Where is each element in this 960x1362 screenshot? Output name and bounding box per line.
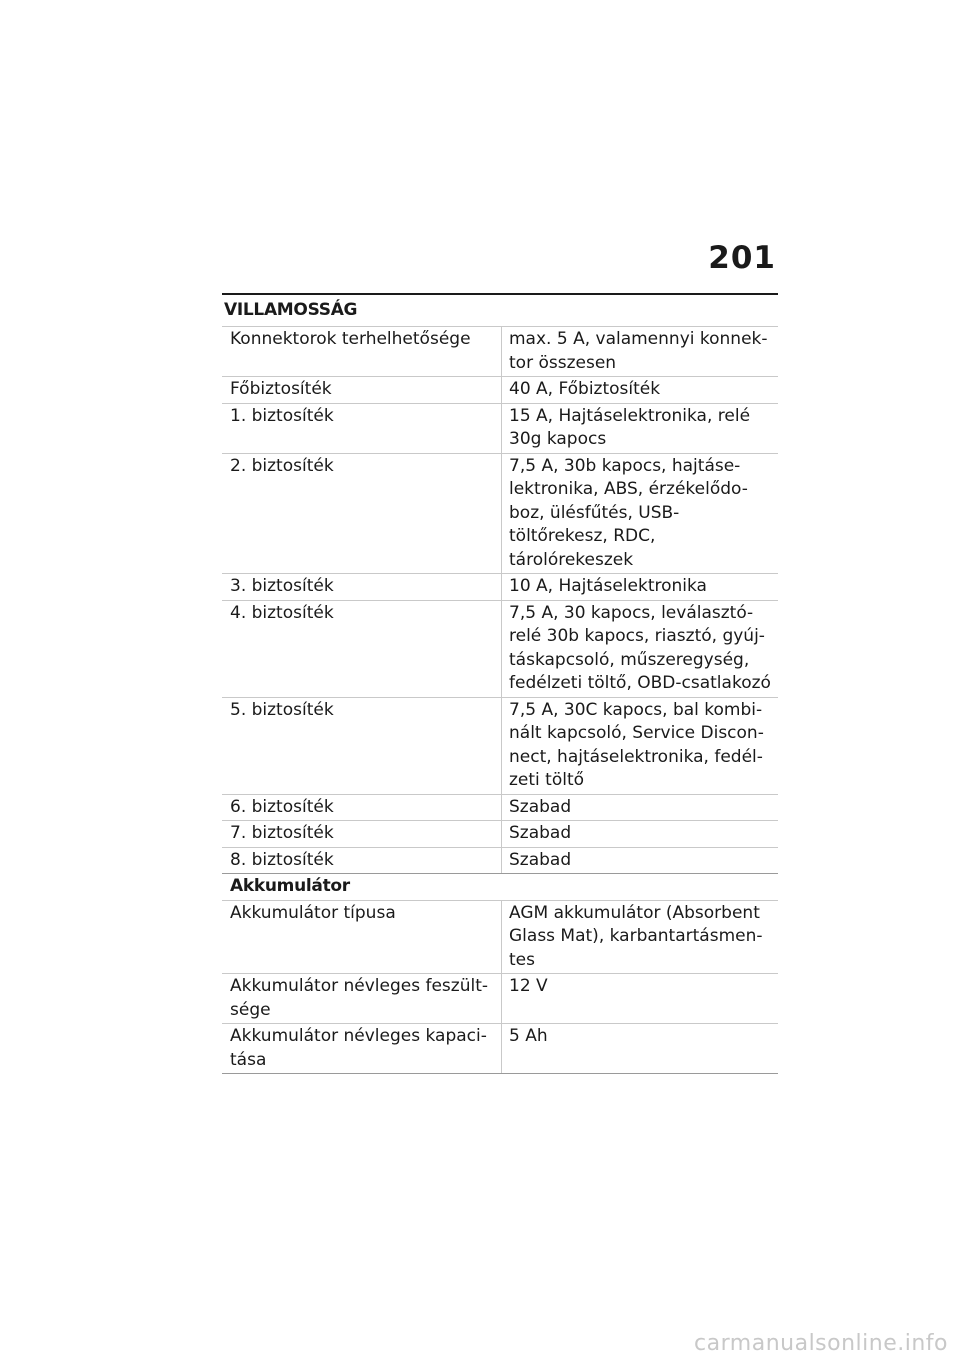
electrical-spec-table	[222, 326, 778, 874]
table-row	[222, 697, 778, 794]
table-row	[222, 1024, 778, 1074]
row-value: 7,5 A, 30 kapocs, leválasztó-relé 30b kapocs, riasztó, gyúj-táskapcsoló, műszeregység, fedélzeti töltő, OBD-csatlakozó	[502, 600, 779, 697]
watermark-text: carmanualsonline.info	[694, 1331, 948, 1356]
table-row	[222, 453, 778, 574]
row-value: 40 A, Főbiztosíték	[502, 377, 779, 404]
row-value: max. 5 A, valamennyi konnek-tor összesen	[502, 327, 779, 377]
row-value: 10 A, Hajtáselektronika	[502, 574, 779, 601]
row-label: Akkumulátor névleges feszült-sége	[222, 974, 502, 1024]
row-value: Szabad	[502, 821, 779, 848]
row-label: 2. biztosíték	[222, 453, 502, 574]
row-value: 5 Ah	[502, 1024, 779, 1074]
row-label: Konnektorok terhelhetősége	[222, 327, 502, 377]
table-row	[222, 377, 778, 404]
battery-subheading: Akkumulátor	[230, 876, 350, 896]
row-value: AGM akkumulátor (Absorbent Glass Mat), karbantartásmen-tes	[502, 900, 779, 974]
row-label: 4. biztosíték	[222, 600, 502, 697]
table-row	[222, 974, 778, 1024]
table-row	[222, 847, 778, 874]
row-label: Főbiztosíték	[222, 377, 502, 404]
table-row	[222, 600, 778, 697]
row-label: 7. biztosíték	[222, 821, 502, 848]
table-row	[222, 327, 778, 377]
row-label: 1. biztosíték	[222, 403, 502, 453]
row-value: Szabad	[502, 847, 779, 874]
row-label: 8. biztosíték	[222, 847, 502, 874]
row-label: 5. biztosíték	[222, 697, 502, 794]
table-row	[222, 900, 778, 974]
row-value: Szabad	[502, 794, 779, 821]
row-label: 3. biztosíték	[222, 574, 502, 601]
table-row	[222, 574, 778, 601]
row-value: 15 A, Hajtáselektronika, relé 30g kapocs	[502, 403, 779, 453]
battery-spec-table	[222, 900, 778, 1075]
table-row	[222, 794, 778, 821]
row-value: 12 V	[502, 974, 779, 1024]
row-value: 7,5 A, 30b kapocs, hajtáse-lektronika, ABS, érzékelődo-boz, ülésfűtés, USB-töltőrekesz, RDC, tárolórekeszek	[502, 453, 779, 574]
spec-content	[222, 293, 778, 1074]
table-row	[222, 821, 778, 848]
page-number: 201	[708, 240, 776, 276]
row-label: 6. biztosíték	[222, 794, 502, 821]
row-value: 7,5 A, 30C kapocs, bal kombi-nált kapcsoló, Service Discon-nect, hajtáselektronika, fedél-zeti töltő	[502, 697, 779, 794]
row-label: Akkumulátor névleges kapaci-tása	[222, 1024, 502, 1074]
section-title: VILLAMOSSÁG	[222, 293, 778, 326]
table-row	[222, 403, 778, 453]
row-label: Akkumulátor típusa	[222, 900, 502, 974]
